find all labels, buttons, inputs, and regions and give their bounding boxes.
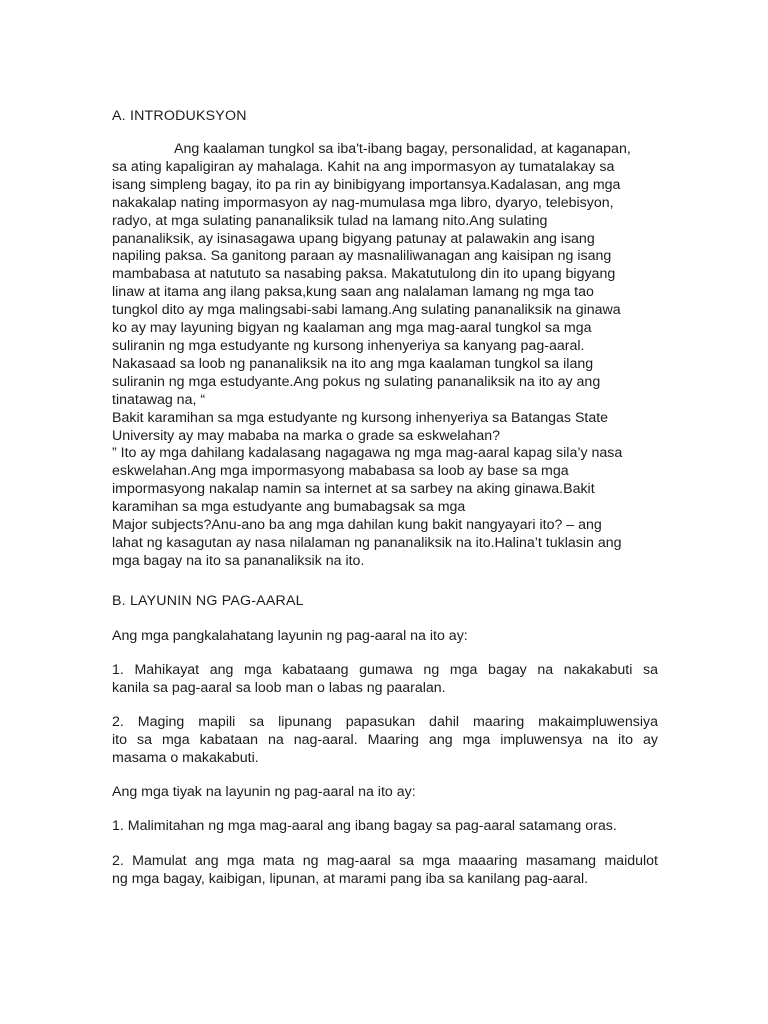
paragraph-line: ng mga bagay, kaibigan, lipunan, at marami pang iba sa kanilang pag-aaral. [112,870,589,887]
paragraph-line: Ang mga tiyak na layunin ng pag-aaral na ito ay: [112,784,416,800]
paragraph-line: tinatawag na, “ [112,391,206,408]
paragraph-line: linaw at itama ang ilang paksa,kung saan ang nalalaman lamang ng mga tao [112,284,594,301]
paragraph-line: karamihan sa mga estudyante ang bumabagsak sa mga [112,499,466,516]
introduction-paragraph [112,141,658,571]
specific-objective-1 [112,818,658,836]
paragraph-line: impormasyong nakalap namin sa internet at sa sarbey na aking ginawa.Bakit [112,481,595,498]
paragraph-line: suliranin ng mga estudyante.Ang pokus ng sulating pananaliksik na ito ay ang [112,373,601,390]
paragraph-line: napiling paksa. Sa ganitong paraan ay masnaliliwanagan ang kaisipan ng isang [112,248,612,265]
paragraph-line: radyo, at mga sulating pananaliksik tulad na lamang nito.Ang sulating [112,212,548,229]
paragraph-line: 1. Malimitahan ng mga mag-aaral ang ibang bagay sa pag-aaral satamang oras. [112,818,617,834]
paragraph-line: pananaliksik, ay isinasagawa upang bigyang patunay at palawakin ang isang [112,230,595,247]
paragraph-line: Ang mga pangkalahatang layunin ng pag-aaral na ito ay: [112,628,468,644]
paragraph-line: mambabasa at natututo sa nasabing paksa. Makatutulong din ito upang bigyang [112,266,616,283]
paragraph-line: mga bagay na ito sa pananaliksik na ito. [112,552,365,569]
specific-objective-2 [112,853,658,889]
paragraph-line: lahat ng kasagutan ay nasa nilalaman ng pananaliksik na ito.Halina’t tuklasin ang [112,534,622,551]
specific-objectives-intro [112,784,658,802]
objectives-heading: B. LAYUNIN NG PAG-AARAL [112,593,304,609]
paragraph-line: kanila sa pag-aaral sa loob man o labas ng paaralan. [112,679,446,696]
general-objective-1 [112,662,658,698]
paragraph-line: ko ay may layuning bigyan ng kaalaman ang mga mag-aaral tungkol sa mga [112,320,592,337]
paragraph-line: University ay may mababa na marka o grade sa eskwelahan? [112,427,500,444]
paragraph-line: Ang kaalaman tungkol sa iba't-ibang bagay, personalidad, at kaganapan, [174,141,631,157]
paragraph-line: Major subjects?Anu-ano ba ang mga dahilan kung bakit nangyayari ito? – ang [112,517,602,534]
general-objective-2 [112,714,658,768]
paragraph-line: Nakasaad sa loob ng pananaliksik na ito ang mga kaalaman tungkol sa ilang [112,355,594,372]
paragraph-line: nakakalap nating impormasyon ay nag-mumulasa mga libro, dyaryo, telebisyon, [112,194,614,211]
paragraph-line: eskwelahan.Ang mga impormasyong mababasa sa loob ay base sa mga [112,463,569,480]
paragraph-line: 2. Maging mapili sa lipunang papasukan dahil maaring makaimpluwensiya [112,714,658,730]
general-objectives-intro [112,628,658,646]
paragraph-line: suliranin ng mga estudyante ng kursong inhenyeriya sa kanyang pag-aaral. [112,337,585,354]
paragraph-line: ” Ito ay mga dahilang kadalasang nagagawa ng mga mag-aaral kapag sila’y nasa [112,445,623,462]
paragraph-line: sa ating kapaligiran ay mahalaga. Kahit na ang impormasyon ay tumatalakay sa [112,158,615,175]
paragraph-line: isang simpleng bagay, ito pa rin ay binibigyang importansya.Kadalasan, ang mga [112,176,621,193]
introduction-heading: A. INTRODUKSYON [112,108,247,124]
paragraph-line: Bakit karamihan sa mga estudyante ng kursong inhenyeriya sa Batangas State [112,409,609,426]
paragraph-line: ito sa mga kabataan na nag-aaral. Maaring ang mga impluwensya na ito ay [112,731,658,748]
paragraph-line: masama o makakabuti. [112,749,259,766]
paragraph-line: 2. Mamulat ang mga mata ng mag-aaral sa mga maaaring masamang maidulot [112,853,658,869]
paragraph-line: 1. Mahikayat ang mga kabataang gumawa ng mga bagay na nakakabuti sa [112,662,658,678]
paragraph-line: tungkol dito ay mga malingsabi-sabi lamang.Ang sulating pananaliksik na ginawa [112,302,621,319]
